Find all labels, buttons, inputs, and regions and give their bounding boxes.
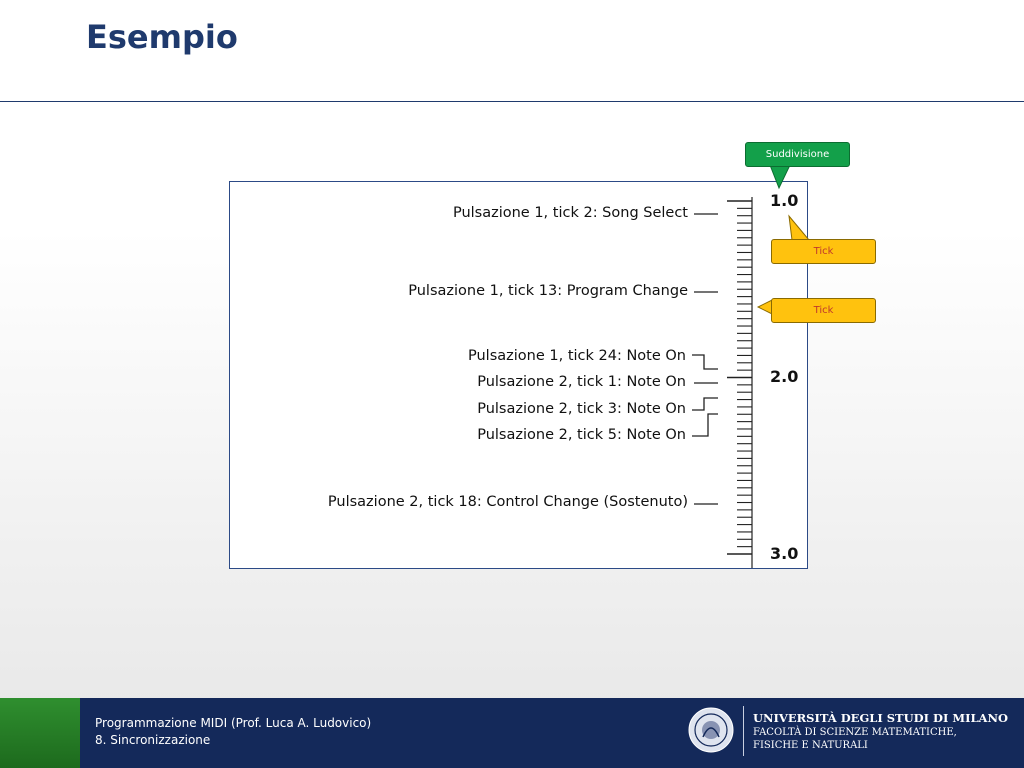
ruler-ticks xyxy=(727,201,752,554)
subdivision-callout: Suddivisione xyxy=(745,142,850,167)
slide-title: Esempio xyxy=(86,18,238,56)
footer-divider xyxy=(743,706,744,756)
faculty-line-2: FISICHE E NATURALI xyxy=(753,740,868,751)
university-name: UNIVERSITÀ DEGLI STUDI DI MILANO xyxy=(753,711,1008,725)
faculty-line-1: FACOLTÀ DI SCIENZE MATEMATICHE, xyxy=(753,727,957,738)
scale-label-3: 3.0 xyxy=(770,544,799,563)
event-connectors xyxy=(692,214,718,504)
event-note-on-p2-t3: Pulsazione 2, tick 3: Note On xyxy=(477,401,686,417)
event-note-on-p2-t1: Pulsazione 2, tick 1: Note On xyxy=(477,374,686,390)
subdivision-pointer xyxy=(770,165,790,188)
connector-note-on-3 xyxy=(692,398,718,410)
connector-note-on-5 xyxy=(692,414,718,436)
footer-accent xyxy=(0,698,80,768)
event-control-change: Pulsazione 2, tick 18: Control Change (Sostenuto) xyxy=(327,494,688,510)
footer-lesson: 8. Sincronizzazione xyxy=(95,733,211,747)
scale-label-1: 1.0 xyxy=(770,191,799,210)
tick-callout-1: Tick xyxy=(771,239,876,264)
event-program-change: Pulsazione 1, tick 13: Program Change xyxy=(408,283,688,299)
tick-callout-2: Tick xyxy=(771,298,876,323)
footer-course: Programmazione MIDI (Prof. Luca A. Ludovico) xyxy=(95,716,372,730)
tick-pointer-1 xyxy=(789,216,809,240)
event-note-on-p2-t5: Pulsazione 2, tick 5: Note On xyxy=(477,427,686,443)
university-seal-icon xyxy=(688,707,734,753)
event-song-select: Pulsazione 1, tick 2: Song Select xyxy=(452,205,688,221)
event-note-on-p1-t24: Pulsazione 1, tick 24: Note On xyxy=(468,348,686,364)
scale-label-2: 2.0 xyxy=(770,367,799,386)
tick-pointer-2 xyxy=(758,300,772,314)
connector-note-on-24 xyxy=(692,355,718,369)
